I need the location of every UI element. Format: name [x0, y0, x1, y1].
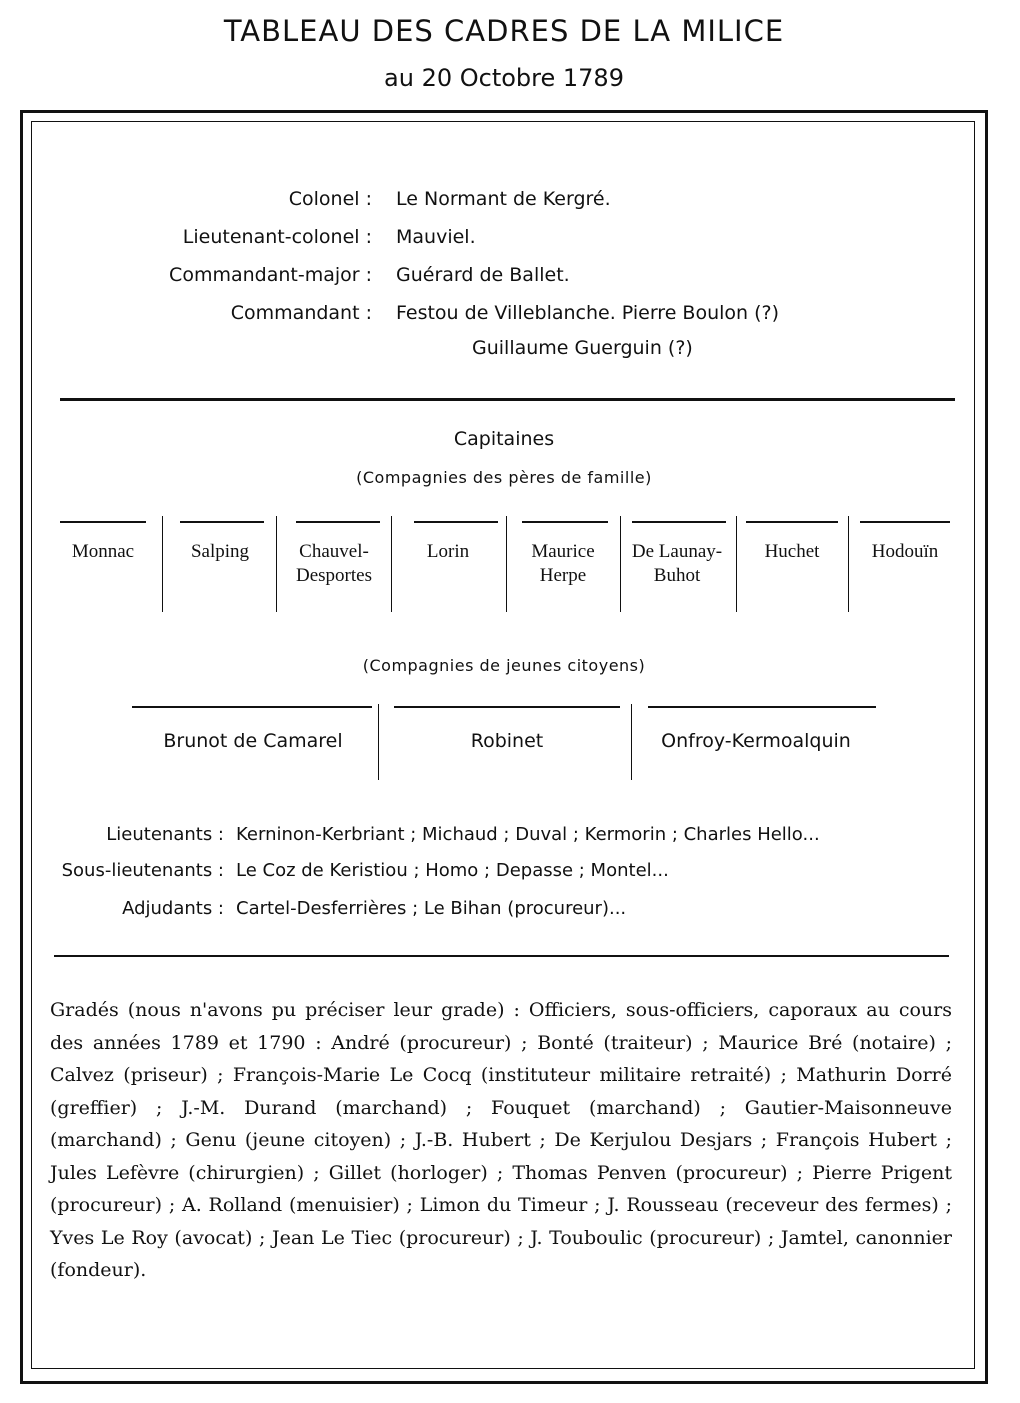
- column-separator: [378, 704, 379, 780]
- captain-name-line1: Salping: [190, 541, 250, 562]
- captain-name-line1: Chauvel-: [299, 541, 369, 562]
- officers-label-adjudants: Adjudants :: [122, 898, 224, 919]
- captain-name-line1: Huchet: [764, 541, 820, 562]
- captain-name-line1: De Launay-: [631, 541, 723, 562]
- column-separator: [391, 516, 392, 612]
- captain-cell: [278, 540, 390, 588]
- column-separator: [848, 516, 849, 612]
- section-divider: [60, 398, 955, 401]
- column-separator: [162, 516, 163, 612]
- cap-ornament: [296, 521, 380, 523]
- captain-name-line1: Hodouïn: [871, 541, 939, 562]
- page-subtitle: au 20 Octobre 1789: [384, 64, 624, 92]
- cap-ornament: [180, 521, 264, 523]
- staff-value-colonel: Le Normant de Kergré.: [396, 188, 611, 210]
- grades-paragraph: Gradés (nous n'avons pu préciser leur grade) : Officiers, sous-officiers, caporaux au cours des années 1789 et 1790 : André (procureur) ; Bonté (traiteur) ; Maurice Bré (notaire) ; Calvez (priseur) ; François-Marie Le Cocq (instituteur militaire retraité) ; Mathurin Dorré (greffier) ; J.-M. Durand (marchand) ; Fouquet (marchand) ; Gautier-Maisonneuve (marchand) ; Genu (jeune citoyen) ; J.-B. Hubert ; De Kerjulou Desjars ; François Hubert ; Jules Lefèvre (chirurgien) ; Gillet (horloger) ; Thomas Penven (procureur) ; Pierre Prigent (procureur) ; A. Rolland (menuisier) ; Limon du Timeur ; J. Rousseau (receveur des fermes) ; Yves Le Roy (avocat) ; Jean Le Tiec (procureur) ; J. Touboulic (procureur) ; Jamtel, canonnier (fondeur).: [50, 999, 952, 1281]
- captain-cell: [849, 540, 961, 564]
- page-title: TABLEAU DES CADRES DE LA MILICE: [223, 14, 785, 48]
- officers-value-adjudants: Cartel-Desferrières ; Le Bihan (procureur)...: [236, 898, 627, 919]
- section-divider: [54, 955, 949, 957]
- young-heading: (Compagnies de jeunes citoyens): [362, 656, 646, 675]
- staff-value-commandant: Festou de Villeblanche. Pierre Boulon (?): [396, 302, 780, 324]
- column-separator: [276, 516, 277, 612]
- captain-name-line1: Maurice: [531, 541, 595, 562]
- staff-value-commandant-2: Guillaume Guerguin (?): [472, 337, 693, 359]
- staff-label-colonel: Colonel :: [288, 188, 372, 210]
- cap-ornament: [394, 706, 620, 708]
- cap-ornament: [860, 521, 950, 523]
- captain-name-line1: Lorin: [426, 541, 470, 562]
- captain-cell: [736, 540, 848, 564]
- captain-name-line2: Herpe: [539, 565, 587, 586]
- young-captain: Onfroy-Kermoalquin: [661, 730, 851, 752]
- staff-label-commandant-major: Commandant-major :: [169, 264, 372, 286]
- young-captain: Robinet: [470, 730, 544, 752]
- staff-value-commandant-major: Guérard de Ballet.: [396, 264, 570, 286]
- officers-label-lieutenants: Lieutenants :: [106, 824, 224, 845]
- staff-value-lieutenant-colonel: Mauviel.: [396, 226, 476, 248]
- officers-value-lieutenants: Kerninon-Kerbriant ; Michaud ; Duval ; Kermorin ; Charles Hello...: [236, 824, 820, 845]
- cap-ornament: [746, 521, 838, 523]
- captain-cell: [47, 540, 159, 564]
- column-separator: [736, 516, 737, 612]
- young-captain: Brunot de Camarel: [163, 730, 343, 752]
- officers-value-sous-lieutenants: Le Coz de Keristiou ; Homo ; Depasse ; Montel...: [236, 860, 669, 881]
- cap-ornament: [60, 521, 146, 523]
- staff-label-lieutenant-colonel: Lieutenant-colonel :: [182, 226, 372, 248]
- cap-ornament: [522, 521, 608, 523]
- captain-name-line1: Monnac: [71, 541, 135, 562]
- captain-cell: [507, 540, 619, 588]
- captain-cell: [392, 540, 504, 564]
- staff-label-commandant: Commandant :: [230, 302, 372, 324]
- captain-name-line2: Desportes: [296, 565, 372, 586]
- cap-ornament: [132, 706, 372, 708]
- fathers-heading: (Compagnies des pères de famille): [356, 468, 652, 487]
- captain-name-line2: Buhot: [653, 565, 701, 586]
- officers-label-sous-lieutenants: Sous-lieutenants :: [61, 860, 224, 881]
- captains-heading: Capitaines: [453, 428, 555, 450]
- captain-cell: [164, 540, 276, 564]
- cap-ornament: [414, 521, 498, 523]
- captain-cell: [621, 540, 733, 588]
- cap-ornament: [648, 706, 876, 708]
- cap-ornament: [632, 521, 726, 523]
